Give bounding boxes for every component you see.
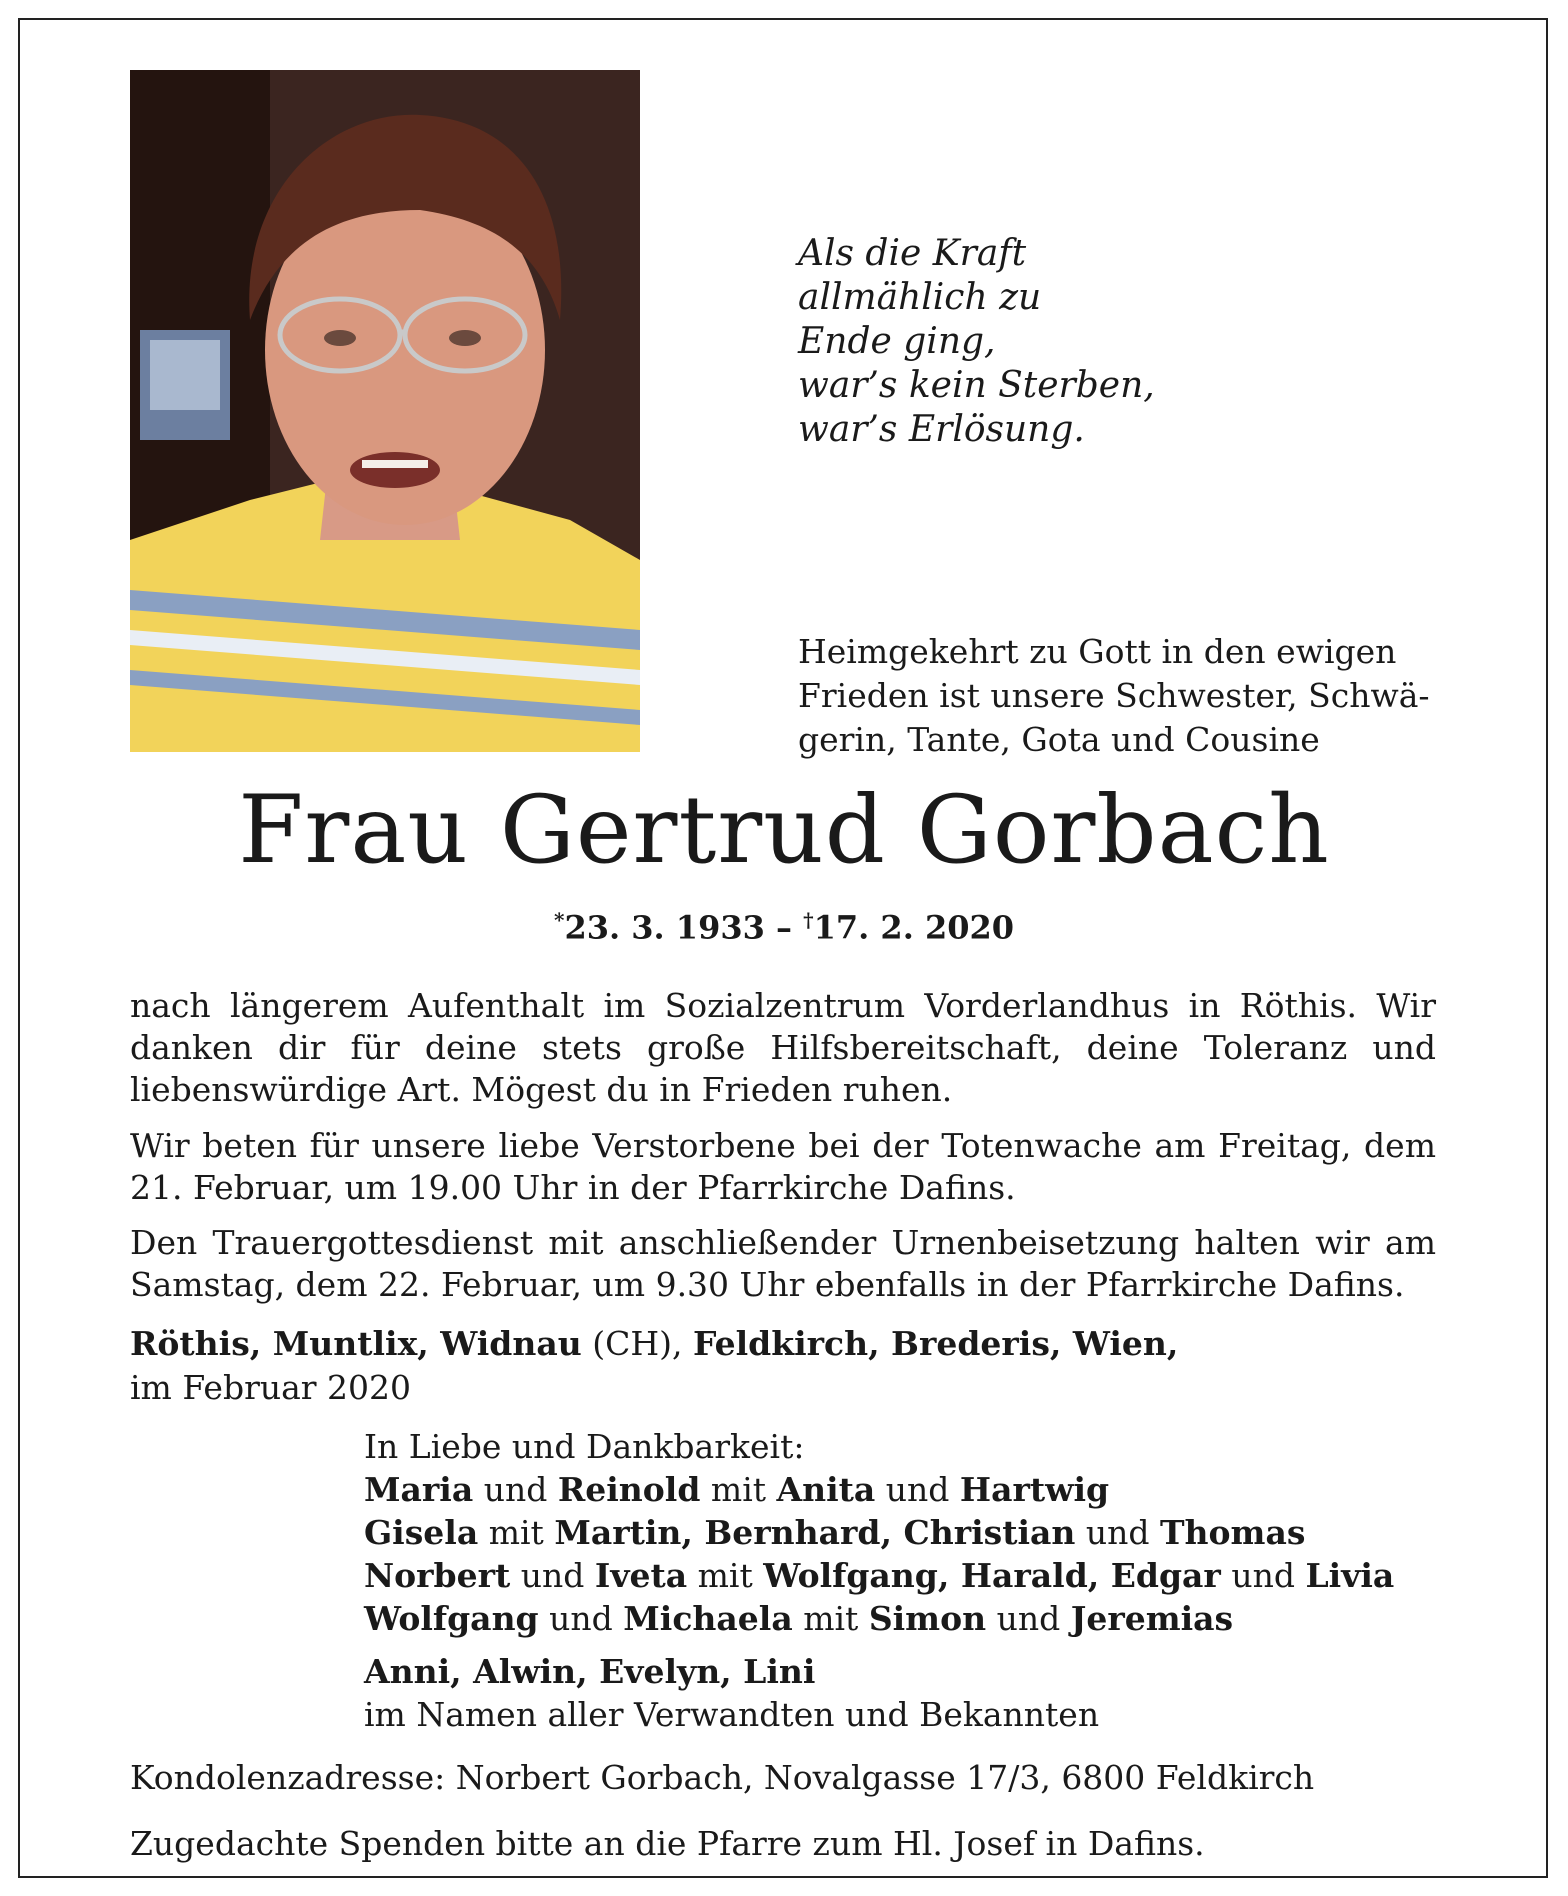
death-date: 17. 2. 2020 <box>813 908 1015 947</box>
family-row <box>364 1468 1109 1511</box>
death-symbol: † <box>803 908 814 932</box>
family-row <box>364 1554 1394 1597</box>
family-row <box>364 1597 1233 1640</box>
intro-line: gerin, Tante, Gota und Cousine <box>798 720 1320 759</box>
family-member-name: Martin, Bernhard, Christian <box>554 1513 1076 1552</box>
places-country: (CH), <box>581 1324 693 1363</box>
family-member-name: Thomas <box>1159 1513 1306 1552</box>
connector-text: mit <box>792 1599 869 1638</box>
family-member-name: Gisela <box>364 1513 479 1552</box>
quote-line: Ende ging, <box>798 321 996 362</box>
deceased-name: Frau Gertrud Gorbach <box>238 776 1330 885</box>
connector-text: mit <box>478 1513 555 1552</box>
connector-text: und <box>510 1556 595 1595</box>
connector-text: und <box>875 1470 960 1509</box>
places-and-date <box>130 1322 1178 1410</box>
connector-text: und <box>986 1599 1071 1638</box>
birth-date: 23. 3. 1933 <box>564 908 765 947</box>
condolence-address: Kondolenzadresse: Norbert Gorbach, Novalgasse 17/3, 6800 Feldkirch <box>130 1758 1315 1797</box>
connector-text: mit <box>700 1470 777 1509</box>
family-member-name: Livia <box>1305 1556 1395 1595</box>
notice-date: im Februar 2020 <box>130 1368 412 1407</box>
quote-line: war’s Erlösung. <box>798 409 1085 450</box>
family-member-name: Norbert <box>364 1556 511 1595</box>
family-member-name: Iveta <box>594 1556 688 1595</box>
connector-text: und <box>538 1599 624 1638</box>
quote-line: Als die Kraft <box>798 233 1027 274</box>
family-member-name: Maria <box>364 1470 474 1509</box>
portrait-photo <box>130 70 640 752</box>
quote-line: allmählich zu <box>798 277 1042 318</box>
memorial-quote <box>798 232 1155 452</box>
family-member-name: Simon <box>868 1599 987 1638</box>
life-dates <box>0 908 1568 947</box>
paragraph-farewell: nach längerem Aufenthalt im Sozialzentrum Vorderlandhus in Röthis. Wir danken dir für deine stets große Hilfsbereitschaft, deine Toleranz und liebenswürdige Art. Mögest du in Frieden ruhen. <box>130 986 1436 1109</box>
family-intro: In Liebe und Dankbarkeit: <box>364 1427 805 1466</box>
date-separator: – <box>764 908 804 947</box>
intro-text <box>798 630 1430 762</box>
connector-text: mit <box>687 1556 764 1595</box>
donation-note: Zugedachte Spenden bitte an die Pfarre zum Hl. Josef in Dafins. <box>130 1824 1205 1863</box>
family-member-name: Anita <box>776 1470 876 1509</box>
paragraph-funeral: Den Trauergottesdienst mit anschließender Urnenbeisetzung halten wir am Samstag, dem 22. Februar, um 9.30 Uhr ebenfalls in der Pfarrkirche Dafins. <box>130 1223 1436 1304</box>
places-bold-a: Röthis, Muntlix, Widnau <box>130 1324 582 1363</box>
intro-line: Heimgekehrt zu Gott in den ewigen <box>798 632 1397 671</box>
family-row <box>364 1511 1305 1554</box>
places-bold-b: Feldkirch, Brederis, Wien, <box>692 1324 1179 1363</box>
connector-text: und <box>1075 1513 1160 1552</box>
places-line <box>130 1322 1178 1366</box>
family-others: Anni, Alwin, Evelyn, Lini <box>364 1652 816 1691</box>
connector-text: und <box>1220 1556 1306 1595</box>
connector-text: und <box>473 1470 558 1509</box>
family-member-name: Jeremias <box>1070 1599 1234 1638</box>
quote-line: war’s kein Sterben, <box>798 365 1155 406</box>
birth-symbol: * <box>553 908 565 932</box>
family-member-name: Wolfgang <box>364 1599 539 1638</box>
family-member-name: Wolfgang, Harald, Edgar <box>763 1556 1221 1595</box>
paragraph-wake: Wir beten für unsere liebe Verstorbene bei der Totenwache am Freitag, dem 21. Februar, um 19.00 Uhr in der Pfarrkirche Dafins. <box>130 1126 1436 1207</box>
intro-line: Frieden ist unsere Schwester, Schwä- <box>798 676 1430 715</box>
family-member-name: Hartwig <box>959 1470 1110 1509</box>
family-member-name: Michaela <box>623 1599 793 1638</box>
family-member-name: Reinold <box>557 1470 701 1509</box>
family-closing: im Namen aller Verwandten und Bekannten <box>364 1695 1100 1734</box>
